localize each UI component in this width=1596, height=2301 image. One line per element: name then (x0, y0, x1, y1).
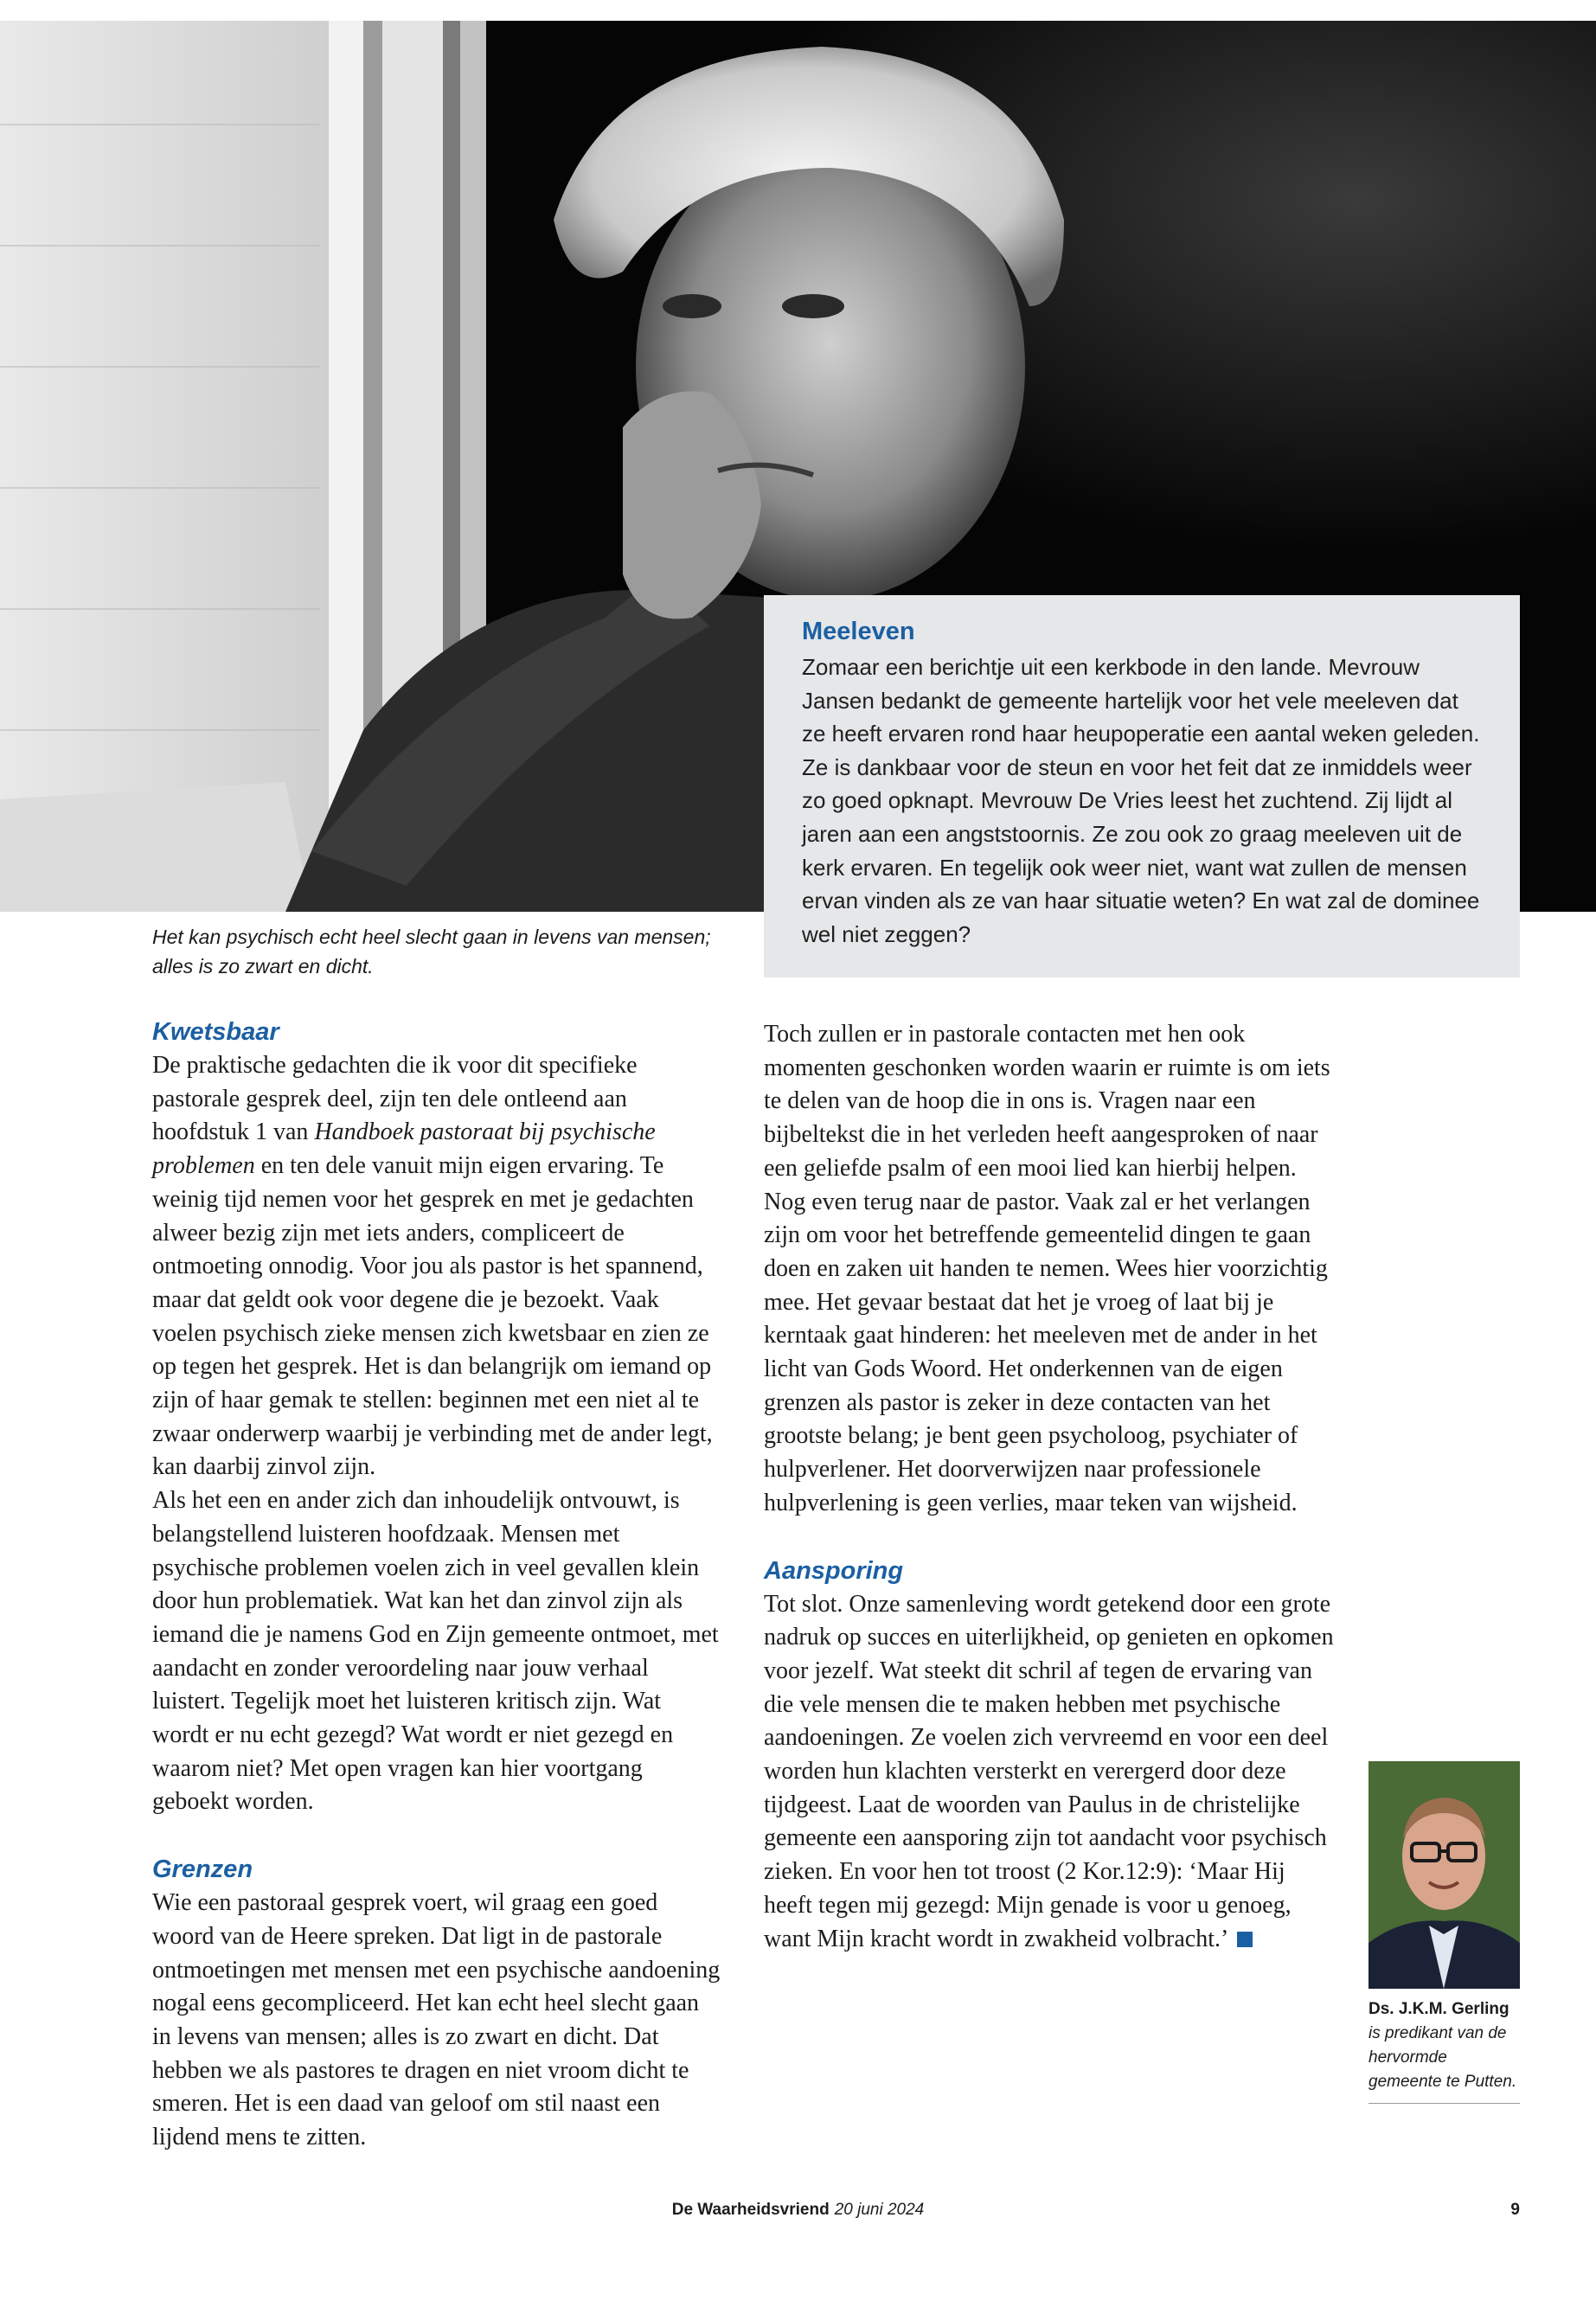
heading-aansporing: Aansporing (764, 1556, 904, 1585)
author-name: Ds. J.K.M. Gerling (1368, 2000, 1509, 2018)
box-text: Zomaar een berichtje uit een kerkbode in den lande. Mevrouw Jansen bedankt de gemeente hartelijk voor het vele meeleven dat ze heeft ervaren rond haar heupoperatie een aantal weken geleden. Ze is dankbaar voor de steun en voor het feit dat ze inmiddels weer zo goed opknapt. Mevrouw De Vries leest het zuchtend. Zij lijdt al jaren aan een angststoornis. Ze zou ook zo graag meeleven uit de kerk ervaren. En tegelijk ook weer niet, want wat zullen de mensen ervan vinden als ze van haar situatie weten? En wat zal de dominee wel niet zeggen? (802, 654, 1480, 947)
paragraph: Nog even terug naar de pastor. Vaak zal er het verlangen zijn om voor het betreffende gemeentelid dingen te gaan doen en zaken uit handen te nemen. Wees hier voorzichtig mee. Het gevaar bestaat dat het je vroeg of laat bij je kerntaak gaat hinderen: het meeleven met de ander in het licht van Gods Woord. Het onderkennen van de eigen grenzen als pastor is zeker in deze contacten van het grootste belang; je bent geen psycholoog, psychiater of hulpverlener. Het doorverwijzen naar professionele hulpverlening is geen verlies, maar teken van wijsheid. (764, 1188, 1328, 1516)
photo-caption: Het kan psychisch echt heel slecht gaan in levens van mensen; alles is zo zwart en dicht. (152, 926, 711, 977)
paragraph: De praktische gedachten die ik voor dit specifieke pastorale gesprek deel, zijn ten dele ontleend aan hoofdstuk 1 van Handboek pastoraat bij psychische problemen en ten dele vanuit mijn eigen ervaring. Te weinig tijd nemen voor het gesprek en met je gedachten alweer bezig zijn met iets anders, compliceert de ontmoeting onnodig. Voor jou als pastor is het spannend, maar dat geldt ook voor degene die je bezoekt. Vaak voelen psychisch zieke mensen zich kwetsbaar en zien ze op tegen het gesprek. Het is dan belangrijk om iemand op zijn of haar gemak te stellen: beginnen met een niet al te zwaar onderwerp waarbij je verbinding met de ander legt, kan daarbij zinvol zijn. (152, 1052, 713, 1481)
paragraph: Toch zullen er in pastorale contacten met hen ook momenten geschonken worden waarin er ruimte is om iets te delen van de hoop die in ons is. Vragen naar een bijbeltekst die in het verleden heeft aangesproken of naar een geliefde psalm of een mooi lied kan hierbij helpen. (764, 1021, 1330, 1182)
heading-kwetsbaar: Kwetsbaar (152, 1018, 279, 1046)
author-photo (1368, 1761, 1520, 1989)
end-mark-icon (1237, 1932, 1253, 1947)
publication-name: De Waarheidsvriend (671, 2201, 830, 2219)
heading-grenzen: Grenzen (152, 1856, 253, 1884)
author-bio (1368, 1997, 1520, 2104)
paragraph: Tot slot. Onze samenleving wordt getekend door een grote nadruk op succes en uiterlijkheid, op genieten en opkomen voor jezelf. Wat steekt dit schril af tegen de ervaring van die vele mensen die te maken hebben met psychische aandoeningen. Ze voelen zich vervreemd en voor een deel worden hun klachten versterkt en verergerd door deze tijdgeest. Laat de woorden van Paulus in de christelijke gemeente een aansporing zijn tot aandacht voor psychisch zieken. En voor hen tot troost (2 Kor.12:9): ‘Maar Hij heeft tegen mij gezegd: Mijn genade is voor u genoeg, want Mijn kracht wordt in zwakheid volbracht.’ (764, 1590, 1334, 1952)
page-footer (0, 2201, 1596, 2227)
author-block (1368, 1761, 1520, 2104)
author-role: is predikant van de hervormde gemeente te Putten. (1368, 2024, 1517, 2091)
article-column-middle (764, 1018, 1335, 1956)
article-column-left (152, 1015, 723, 2151)
paragraph: Als het een en ander zich dan inhoudelijk ontvouwt, is belangstellend luisteren hoofdzaak. Mensen met psychische problemen voelen zich in veel gevallen klein door hun problematiek. Wat kan het dan zinvol zijn als iemand die je namens God en Zijn gemeente ontmoet, met aandacht en zonder veroordeling naar jouw verhaal luistert. Tegelijk moet het luisteren kritisch zijn. Wat wordt er nu echt gezegd? Wat wordt er niet gezegd en waarom niet? Met open vragen kan hier voortgang geboekt worden. (152, 1487, 719, 1816)
book-title: Handboek pastoraat bij psychische problemen (152, 1118, 656, 1180)
issue-date: 20 juni 2024 (834, 2201, 925, 2219)
box-heading: Meeleven (802, 618, 915, 645)
paragraph-grenzen-1: Wie een pastoraal gesprek voert, wil graag een goed woord van de Heere spreken. Dat ligt in de pastorale ontmoetingen met mensen met een psychische aandoening nogal eens gecompliceerd. Het kan echt heel slecht gaan in levens van mensen; alles is zo zwart en dicht. Dat hebben we als pastores te dragen en niet vroom dicht te smeren. Het is een daad van geloof om stil naast een lijdend mens te zitten. (152, 1889, 721, 2151)
meeleven-box (764, 595, 1520, 977)
page-number: 9 (1510, 2201, 1520, 2219)
